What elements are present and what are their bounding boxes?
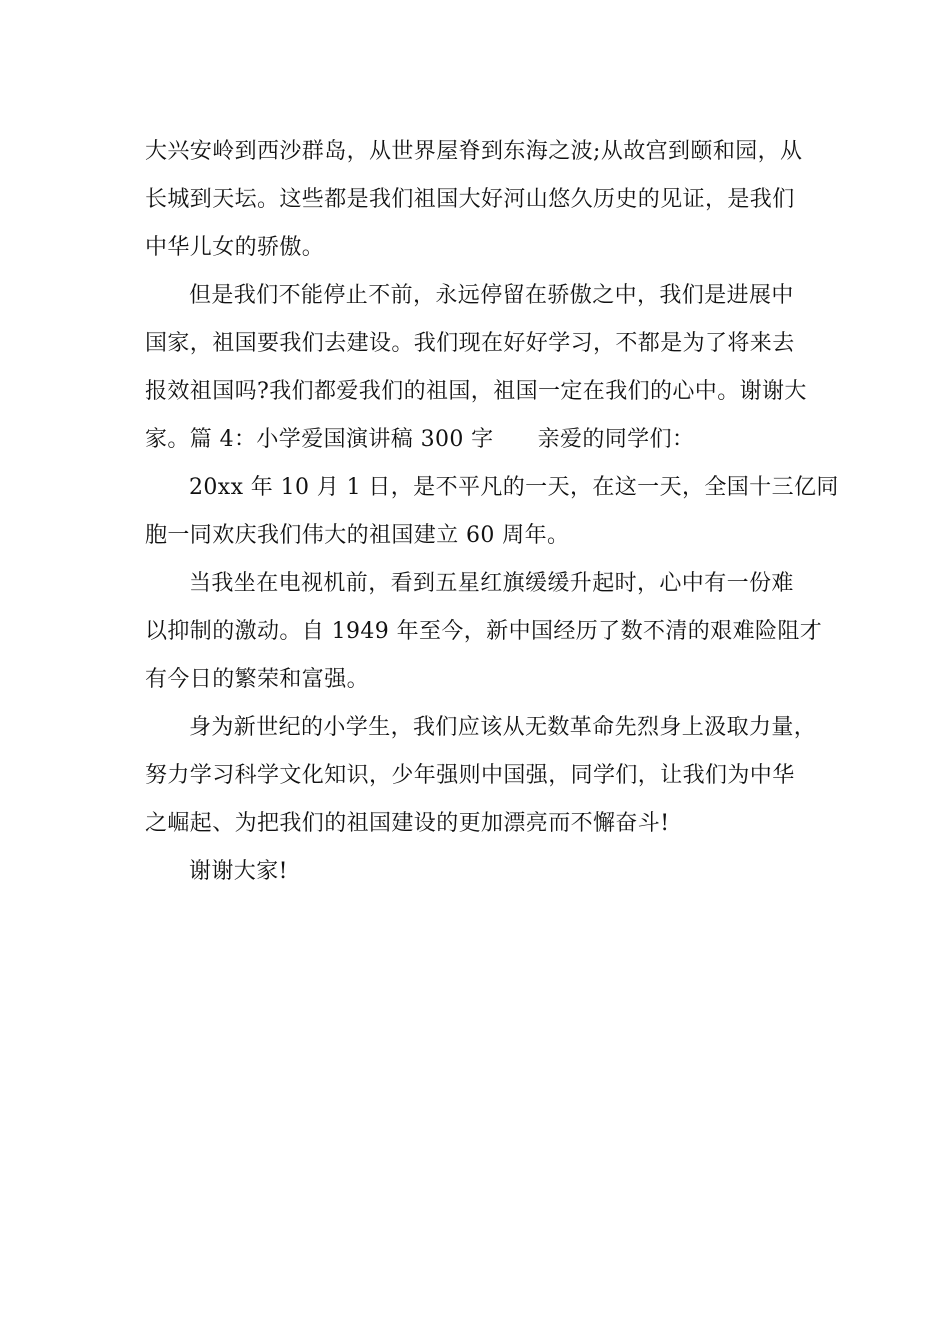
text-line-8: 20xx 年 10 月 1 日，是不平凡的一天，在这一天，全国十三亿同 [189,475,839,500]
text-line-4: 但是我们不能停止不前，永远停留在骄傲之中，我们是进展中 [189,283,794,308]
text-line-12: 有今日的繁荣和富强。 [145,667,370,692]
text-line-3: 中华儿女的骄傲。 [145,235,325,260]
section-heading: 家。篇 4：小学爱国演讲稿 300 字 [145,427,494,452]
text-line-14: 努力学习科学文化知识，少年强则中国强，同学们，让我们为中华 [145,763,795,788]
text-line-13: 身为新世纪的小学生，我们应该从无数革命先烈身上汲取力量， [189,715,817,740]
text-line-9: 胞一同欢庆我们伟大的祖国建立 60 周年。 [145,523,570,548]
text-line-2: 长城到天坛。这些都是我们祖国大好河山悠久历史的见证，是我们 [145,187,795,212]
text-line-6: 报效祖国吗?我们都爱我们的祖国，祖国一定在我们的心中。谢谢大 [145,379,807,404]
closing-line: 谢谢大家! [189,859,288,884]
text-line-7 [145,416,810,464]
text-line-5: 国家，祖国要我们去建设。我们现在好好学习，不都是为了将来去 [145,331,795,356]
text-line-15: 之崛起、为把我们的祖国建设的更加漂亮而不懈奋斗! [145,811,670,836]
text-line-1: 大兴安岭到西沙群岛，从世界屋脊到东海之波;从故宫到颐和园，从 [145,139,803,164]
text-line-11: 以抑制的激动。自 1949 年至今，新中国经历了数不清的艰难险阻才 [145,619,823,644]
text-line-10: 当我坐在电视机前，看到五星红旗缓缓升起时，心中有一份难 [189,571,794,596]
salutation: 亲爱的同学们： [537,427,695,452]
document-body [145,128,839,896]
